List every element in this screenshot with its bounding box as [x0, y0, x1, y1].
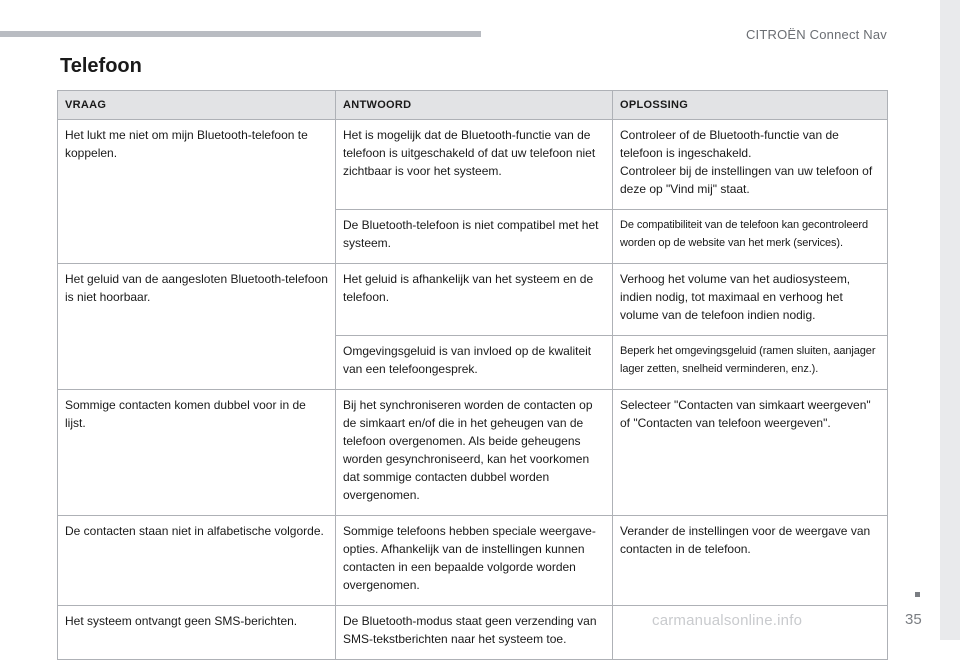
table-header-row — [58, 91, 888, 120]
page-edge-band — [940, 0, 960, 640]
solution-cell: Beperk het omgevingsgeluid (ramen sluiten, aanjager lager zetten, snelheid verminderen, enz.). — [613, 336, 888, 390]
answer-cell: De Bluetooth-telefoon is niet compatibel met het systeem. — [336, 210, 613, 264]
solution-line: Controleer of de Bluetooth-functie van de telefoon is ingeschakeld. — [620, 128, 839, 160]
solution-line: Controleer bij de instellingen van uw telefoon of deze op "Vind mij" staat. — [620, 164, 873, 196]
question-cell: De contacten staan niet in alfabetische volgorde. — [58, 516, 336, 606]
question-cell: Het systeem ontvangt geen SMS-berichten. — [58, 606, 336, 660]
table-row — [58, 120, 888, 210]
solution-cell: Verander de instellingen voor de weergave van contacten in de telefoon. — [613, 516, 888, 606]
answer-cell: Het is mogelijk dat de Bluetooth-functie van de telefoon is uitgeschakeld of dat uw telefoon niet zichtbaar is voor het systeem. — [336, 120, 613, 210]
troubleshooting-table — [57, 90, 888, 660]
question-cell: Het lukt me niet om mijn Bluetooth-telefoon te koppelen. — [58, 120, 336, 264]
column-header-solution: OPLOSSING — [613, 91, 888, 120]
answer-cell: De Bluetooth-modus staat geen verzending van SMS-tekstberichten naar het systeem toe. — [336, 606, 613, 660]
question-cell: Het geluid van de aangesloten Bluetooth-telefoon is niet hoorbaar. — [58, 264, 336, 390]
table-row — [58, 264, 888, 336]
question-cell: Sommige contacten komen dubbel voor in de lijst. — [58, 390, 336, 516]
solution-cell: Verhoog het volume van het audiosysteem, indien nodig, tot maximaal en verhoog het volume van de telefoon indien nodig. — [613, 264, 888, 336]
column-header-answer: ANTWOORD — [336, 91, 613, 120]
solution-cell: Selecteer "Contacten van simkaart weergeven" of "Contacten van telefoon weergeven". — [613, 390, 888, 516]
table-row — [58, 516, 888, 606]
page-bullet-icon — [915, 592, 920, 597]
manual-section-label: CITROËN Connect Nav — [745, 27, 887, 42]
page-number: 35 — [905, 611, 922, 628]
solution-cell — [613, 120, 888, 210]
answer-cell: Bij het synchroniseren worden de contacten op de simkaart en/of die in het geheugen van de telefoon overgenomen. Als beide geheugens worden gesynchroniseerd, kan het voorkomen dat sommige contacten dubbel worden overgenomen. — [336, 390, 613, 516]
watermark: carmanualsonline.info — [652, 612, 803, 629]
table-row — [58, 390, 888, 516]
answer-cell: Het geluid is afhankelijk van het systeem en de telefoon. — [336, 264, 613, 336]
solution-cell: De compatibiliteit van de telefoon kan gecontroleerd worden op de website van het merk (services). — [613, 210, 888, 264]
answer-cell: Omgevingsgeluid is van invloed op de kwaliteit van een telefoongesprek. — [336, 336, 613, 390]
top-rule — [0, 31, 481, 37]
answer-cell: Sommige telefoons hebben speciale weergave-opties. Afhankelijk van de instellingen kunnen contacten in een bepaalde volgorde worden overgenomen. — [336, 516, 613, 606]
page-title: Telefoon — [60, 55, 142, 77]
column-header-question: VRAAG — [58, 91, 336, 120]
